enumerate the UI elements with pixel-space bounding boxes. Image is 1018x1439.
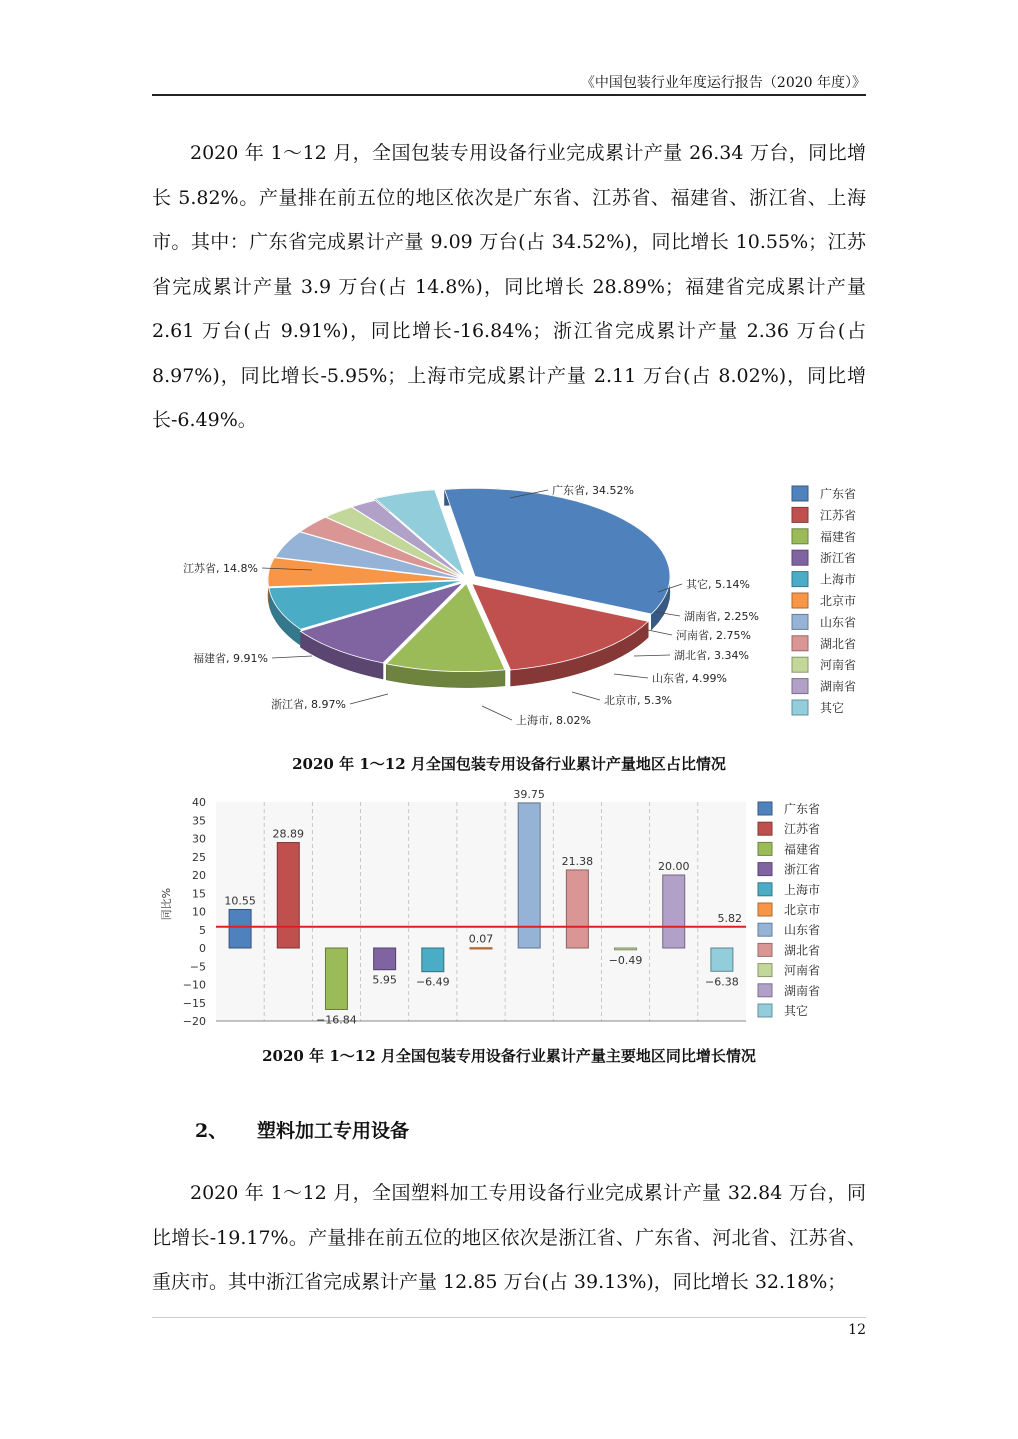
bar-legend-label: 江苏省 (784, 822, 821, 837)
pie-legend-swatch (792, 700, 808, 715)
bar-legend-swatch (758, 964, 772, 977)
pie-label-leader (350, 694, 388, 704)
bar-y-tick-label: 30 (192, 832, 206, 846)
bar-legend-label: 其它 (784, 1004, 809, 1018)
page-header: 《中国包装行业年度运行报告（2020 年度）》 (580, 75, 866, 91)
bar-y-tick-label: 10 (192, 905, 206, 919)
paragraph-1 (152, 131, 866, 443)
bar-legend-label: 山东省 (784, 923, 821, 938)
pie-data-label: 上海市, 8.02% (516, 714, 591, 727)
bar-y-ticks (183, 796, 206, 1028)
bar-legend-swatch (758, 863, 772, 876)
pie-slices (268, 488, 670, 671)
bar-legend-swatch (758, 802, 772, 815)
bar-y-tick-label: 0 (199, 942, 206, 955)
pie-legend-label: 福建省 (820, 529, 857, 544)
pie-label-leader (648, 630, 672, 635)
paragraph-2 (152, 1171, 866, 1305)
pie-legend-label: 其它 (820, 701, 845, 715)
pie-chart-caption: 2020 年 1～12 月全国包装专用设备行业累计产量地区占比情况 (292, 755, 726, 773)
pie-data-label: 福建省, 9.91% (193, 652, 268, 665)
bar-value-label: −0.49 (608, 953, 643, 967)
bar-legend (758, 801, 820, 1018)
paragraph-2-text: 2020 年 1～12 月，全国塑料加工专用设备行业完成累计产量 32.84 万台，同比增长-19.17%。产量排在前五位的地区依次是浙江省、广东省、河北省、江苏省、重庆市。其中浙江省完成累计产量 12.85 万台(占 39.13%)，同比增长 32.18%； (152, 1182, 866, 1293)
pie-legend-label: 北京市 (820, 594, 857, 608)
pie-data-label: 湖南省, 2.25% (684, 610, 759, 623)
bar-legend-label: 河南省 (784, 963, 821, 978)
bar (229, 909, 251, 948)
bar-value-label: −16.84 (316, 1013, 357, 1027)
bar (711, 948, 733, 971)
pie-legend-label: 江苏省 (820, 508, 857, 523)
pie-legend-swatch (792, 614, 808, 629)
bar-value-label: 10.55 (224, 894, 256, 908)
bar-value-label: 0.07 (468, 932, 494, 946)
bar-value-label: 5.95 (372, 973, 397, 987)
bar-value-label: −6.49 (415, 975, 450, 989)
bar (277, 843, 299, 948)
bar-y-tick-label: −15 (182, 996, 206, 1010)
pie-legend-swatch (792, 657, 808, 672)
bar (566, 870, 588, 948)
section-title: 塑料加工专用设备 (257, 1120, 410, 1142)
pie-data-label: 北京市, 5.3% (604, 694, 672, 707)
pie-label-leader (272, 656, 312, 658)
bar-y-tick-label: 25 (192, 850, 206, 864)
bar (663, 875, 685, 948)
bar-legend-label: 湖南省 (784, 983, 821, 998)
bar-legend-label: 上海市 (784, 882, 821, 897)
pie-data-label: 广东省, 34.52% (552, 484, 634, 497)
bar-y-tick-label: −20 (182, 1015, 206, 1028)
pie-label-leader (482, 706, 512, 720)
bar-legend-swatch (758, 842, 772, 855)
bar-y-tick-label: 15 (192, 887, 206, 901)
bar-y-tick-label: 5 (199, 923, 206, 937)
bar-legend-swatch (758, 903, 772, 916)
pie-data-label: 湖北省, 3.34% (674, 649, 749, 662)
pie-data-label: 其它, 5.14% (686, 578, 750, 591)
bar-legend-label: 浙江省 (784, 862, 821, 877)
pie-legend-label: 浙江省 (820, 551, 857, 566)
bar-legend-swatch (758, 1004, 772, 1017)
pie-legend-swatch (792, 679, 808, 694)
bar-y-tick-label: 40 (192, 796, 206, 809)
pie-legend-label: 山东省 (820, 615, 857, 630)
bar-legend-swatch (758, 822, 772, 835)
bar-value-label: 21.38 (561, 854, 594, 868)
pie-data-label: 山东省, 4.99% (652, 672, 727, 685)
bar-legend-swatch (758, 923, 772, 936)
bar-legend-swatch (758, 883, 772, 896)
pie-legend-label: 广东省 (820, 487, 857, 501)
bar (325, 948, 347, 1009)
pie-label-leader (634, 655, 670, 656)
pie-legend-label: 湖北省 (820, 636, 857, 651)
pie-legend-swatch (792, 507, 808, 522)
bar-value-label: 20.00 (657, 860, 690, 873)
bar-legend-label: 广东省 (784, 802, 821, 816)
pie-legend-swatch (792, 550, 808, 565)
pie-data-label: 河南省, 2.75% (676, 629, 751, 642)
bar-value-label: 28.89 (272, 827, 305, 841)
pie-data-label: 江苏省, 14.8% (183, 562, 258, 575)
bar (422, 948, 444, 972)
section-heading (195, 1116, 409, 1143)
page-number: 12 (848, 1322, 866, 1338)
pie-label-leader (572, 692, 600, 700)
section-number: 2、 (195, 1120, 228, 1142)
pie-legend-swatch (792, 572, 808, 587)
pie-legend-label: 河南省 (820, 658, 857, 673)
bar-y-tick-label: 35 (192, 814, 206, 828)
bar-legend-label: 北京市 (784, 903, 821, 917)
pie-legend-label: 湖南省 (820, 679, 857, 694)
bar-y-tick-label: −10 (182, 978, 206, 992)
bar-value-label: −6.38 (705, 975, 739, 989)
bar-legend-label: 福建省 (784, 842, 821, 857)
bar-chart-caption: 2020 年 1～12 月全国包装专用设备行业累计产量主要地区同比增长情况 (262, 1047, 756, 1065)
bar-reference-label: 5.82 (717, 911, 742, 925)
bar-value-label: 39.75 (513, 787, 545, 801)
bar-chart (152, 780, 866, 1040)
pie-legend-swatch (792, 636, 808, 651)
bar-legend-swatch (758, 943, 772, 956)
header-rule (152, 94, 866, 96)
bar-legend-label: 湖北省 (784, 943, 821, 958)
pie-data-label: 浙江省, 8.97% (271, 698, 346, 711)
pie-legend (792, 486, 856, 715)
bar (615, 948, 637, 950)
pie-chart (152, 460, 866, 750)
bar-y-axis-label: 同比% (160, 887, 173, 921)
pie-label-leader (614, 674, 648, 678)
bar-y-tick-label: 20 (192, 869, 206, 882)
paragraph-1-text: 2020 年 1～12 月，全国包装专用设备行业完成累计产量 26.34 万台，同比增长 5.82%。产量排在前五位的地区依次是广东省、江苏省、福建省、浙江省、上海市。其中：广东省完成累计产量 9.09 万台(占 34.52%)，同比增长 10.55%；江苏省完成累计产量 3.9 万台(占 14.8%)，同比增长 28.89%；福建省完成累计产量 2.61 万台(占 9.91%)，同比增长-16.84%；浙江省完成累计产量 2.36 万台(占 8.97%)，同比增长-5.95%；上海市完成累计产量 2.11 万台(占 8.02%)，同比增长-6.49%。 (152, 142, 866, 431)
pie-legend-swatch (792, 486, 808, 501)
bar (470, 948, 492, 949)
footer-rule (152, 1317, 866, 1318)
bar-y-tick-label: −5 (189, 960, 206, 974)
pie-legend-swatch (792, 593, 808, 608)
bar-legend-swatch (758, 984, 772, 997)
pie-legend-label: 上海市 (820, 572, 857, 587)
bar (374, 948, 396, 970)
pie-legend-swatch (792, 529, 808, 544)
